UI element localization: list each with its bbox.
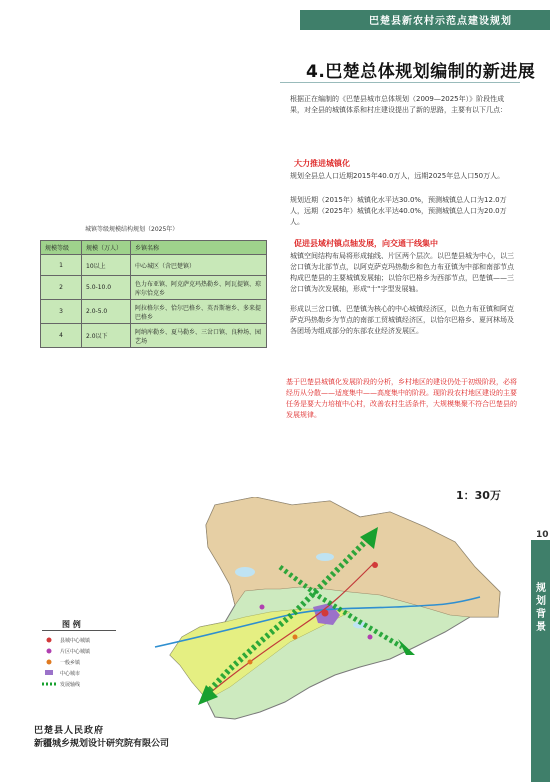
side-tab-label: 规划背景 — [536, 583, 546, 633]
table-cell: 中心城区（含巴楚镇） — [131, 255, 267, 276]
legend-label: 中心城市 — [60, 671, 81, 677]
town-point — [372, 562, 378, 568]
table-cell: 10以上 — [82, 255, 131, 276]
page-title: 4.巴楚总体规划编制的新进展 — [306, 62, 536, 82]
section1-heading: 大力推进城镇化 — [294, 159, 350, 168]
map-scale: 1：30万 — [456, 489, 501, 502]
legend-label: 发展轴线 — [60, 682, 81, 688]
table-row — [41, 276, 267, 300]
title-divider — [280, 82, 520, 83]
legend-label: 县城中心城镇 — [60, 638, 91, 644]
town-point — [260, 605, 265, 610]
legend-label: 一般乡镇 — [60, 660, 81, 666]
table-header-row — [41, 241, 267, 255]
header-band — [300, 10, 550, 30]
table-cell: 阿纳库勒乡、夏马勒乡、三岔口镇、良种场、园艺场 — [131, 324, 267, 348]
section1-paragraph-2: 规划近期（2015年）城镇化水平达30.0%，预测城镇总人口为12.0万人，远期（2025年）城镇化水平达40.0%，预测城镇总人口为20.0万人。 — [290, 196, 507, 226]
table-cell: 1 — [41, 255, 82, 276]
table-cell: 2.0-5.0 — [82, 300, 131, 324]
legend-symbols — [40, 632, 58, 704]
table-cell: 3 — [41, 300, 82, 324]
reservoir — [316, 553, 334, 561]
table-row — [41, 300, 267, 324]
section1-paragraph-1: 规划全县总人口近期2015年40.0万人，远期2025年总人口50万人。 — [290, 172, 505, 180]
running-title: 巴楚县新农村示范点建设规划 — [369, 16, 512, 27]
table-header-cell: 规模等级 — [41, 241, 82, 255]
town-point — [248, 660, 253, 665]
table-cell: 色力布亚镇、阿克萨克玛热勒乡、阿瓦提镇、琼库尔恰克乡 — [131, 276, 267, 300]
legend-label: 片区中心城镇 — [60, 649, 91, 655]
section2-paragraph-1: 城镇空间结构布局将形成轴线、片区两个层次。以巴楚县城为中心，以三岔口镇为北部节点，以阿克萨克玛热勒乡和色力布亚镇为中部和南部节点构成巴楚县的主要城镇发展轴；以恰尔巴格乡为西部节点，巴楚镇——三岔口镇为次发展轴，形成"十"字型发展轴。 — [290, 252, 514, 293]
town-point — [322, 610, 329, 617]
table-cell: 5.0-10.0 — [82, 276, 131, 300]
intro-paragraph: 根据正在编制的《巴楚县城市总体规划（2009—2025年）》阶段性成果，对全县的城镇体系和村庄建设提出了新的思路，主要有以下几点： — [290, 95, 507, 114]
table-row — [41, 255, 267, 276]
map-legend — [40, 632, 118, 704]
footer-org-1: 巴楚县人民政府 — [34, 726, 105, 736]
conclusion-paragraph: 基于巴楚县城镇化发展阶段的分析，乡村地区的建设仍处于初级阶段，必将经历从分散——适度集中——高度集中的阶段。现阶段农村地区建设的主要任务是要大力培植中心村，改善农村生活条件，大规模集聚不符合巴楚县的发展规律。 — [286, 378, 517, 419]
section2-paragraph-2: 形成以三岔口镇、巴楚镇为核心的中心城镇经济区，以色力布亚镇和阿克萨克玛热勒乡为节点的南部工贸城镇经济区，以恰尔巴格乡、夏河林场及各团场为组成部分的东部农业经济发展区。 — [290, 305, 514, 335]
table-cell: 4 — [41, 324, 82, 348]
town-point — [368, 635, 373, 640]
legend-county-town-symbol — [47, 638, 52, 643]
table-cell: 2 — [41, 276, 82, 300]
reservoir — [235, 567, 255, 577]
legend-divider — [42, 630, 116, 631]
table-row — [41, 324, 267, 348]
legend-general-town-symbol — [47, 660, 52, 665]
page-number: 10 — [536, 530, 549, 540]
legend-central-city-symbol — [45, 670, 53, 675]
section2-heading: 促进县域村镇点轴发展，向交通干线集中 — [294, 239, 438, 248]
table-caption: 城镇等级规模结构规划（2025年） — [85, 226, 179, 233]
table-header-cell: 乡镇名称 — [131, 241, 267, 255]
legend-title: 图 例 — [62, 620, 81, 629]
table-cell: 2.0以下 — [82, 324, 131, 348]
town-point — [293, 635, 298, 640]
table-cell: 阿拉格尔乡、恰尔巴格乡、英吾斯塘乡、多来提巴格乡 — [131, 300, 267, 324]
side-tab — [531, 540, 550, 782]
footer-org-2: 新疆城乡规划设计研究院有限公司 — [34, 739, 170, 749]
legend-district-town-symbol — [47, 649, 52, 654]
table-header-cell: 规模（万人） — [82, 241, 131, 255]
town-scale-table — [40, 240, 267, 348]
